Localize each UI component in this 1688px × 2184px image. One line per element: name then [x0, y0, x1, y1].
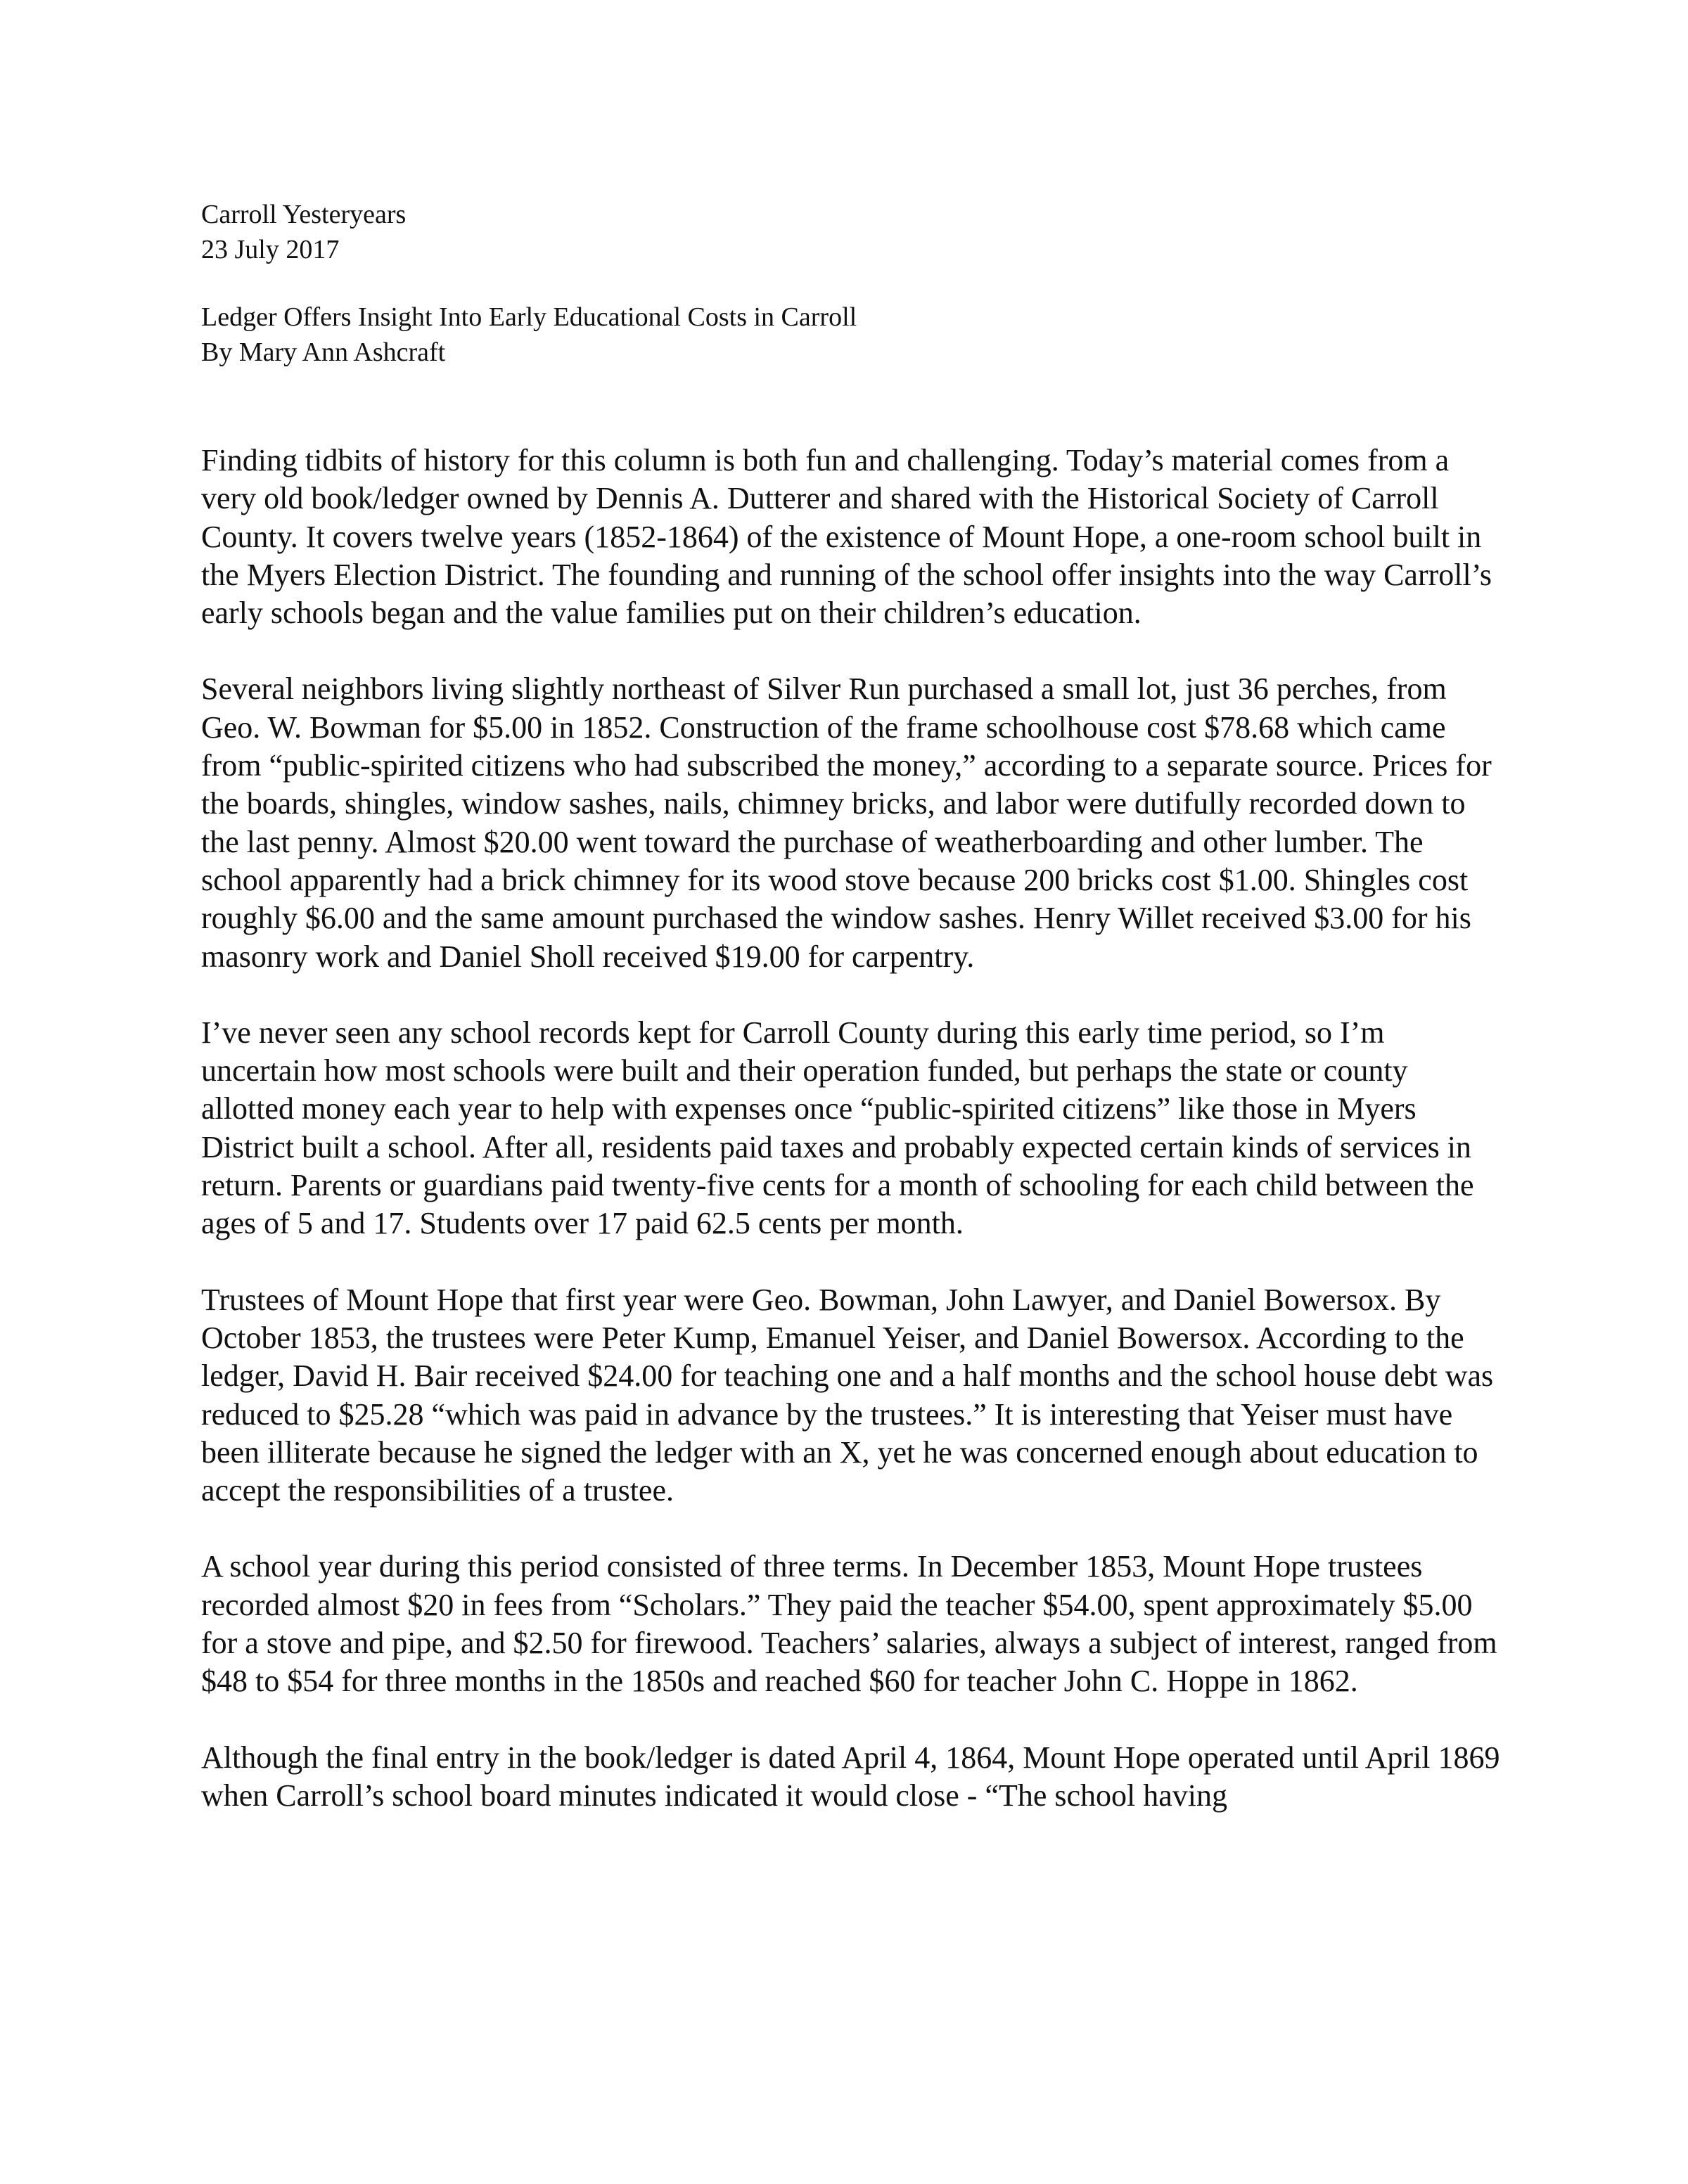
header-spacer [201, 267, 1537, 300]
article-byline: By Mary Ann Ashcraft [201, 338, 446, 367]
paragraph: Several neighbors living slightly northeast of Silver Run purchased a small lot, just 36 perches, from Geo. W. Bowman for $5.00 in 1852. Construction of the frame schoolhouse cost $78.68 which came from “public-spirited citizens who had subscribed the money,” according to a separate source. Prices for the boards, shingles, window sashes, nails, chimney bricks, and labor were dutifully recorded down to the last penny. Almost $20.00 went toward the purchase of weatherboarding and other lumber. The school apparently had a brick chimney for its wood stove because 200 bricks cost $1.00. Shingles cost roughly $6.00 and the same amount purchased the window sashes. Henry Willet received $3.00 for his masonry work and Daniel Sholl received $19.00 for carpentry. [201, 672, 1492, 974]
article-header [201, 197, 1537, 370]
column-name: Carroll Yesteryears [201, 200, 407, 229]
paragraph: Finding tidbits of history for this column is both fun and challenging. Today’s material comes from a very old book/ledger owned by Dennis A. Dutterer and shared with the Historical Society of Carroll County. It covers twelve years (1852-1864) of the existence of Mount Hope, a one-room school built in the Myers Election District. The founding and running of the school offer insights into the way Carroll’s early schools began and the value families put on their children’s education. [201, 443, 1492, 631]
article-body [201, 442, 1502, 1853]
publication-date: 23 July 2017 [201, 235, 340, 264]
paragraph: Although the final entry in the book/ledger is dated April 4, 1864, Mount Hope operated until April 1869 when Carroll’s school board minutes indicated it would close - “The school having [201, 1740, 1500, 1813]
paragraph: I’ve never seen any school records kept for Carroll County during this early time period, so I’m uncertain how most schools were built and their operation funded, but perhaps the state or county allotted money each year to help with expenses once “public-spirited citizens” like those in Myers District built a school. After all, residents paid taxes and probably expected certain kinds of services in return. Parents or guardians paid twenty-five cents for a month of schooling for each child between the ages of 5 and 17. Students over 17 paid 62.5 cents per month. [201, 1015, 1474, 1241]
article-headline: Ledger Offers Insight Into Early Educational Costs in Carroll [201, 302, 857, 332]
paragraph: Trustees of Mount Hope that first year were Geo. Bowman, John Lawyer, and Daniel Bowersox. By October 1853, the trustees were Peter Kump, Emanuel Yeiser, and Daniel Bowersox. According to the ledger, David H. Bair received $24.00 for teaching one and a half months and the school house debt was reduced to $25.28 “which was paid in advance by the trustees.” It is interesting that Yeiser must have been illiterate because he signed the ledger with an X, yet he was concerned enough about education to accept the responsibilities of a trustee. [201, 1282, 1494, 1508]
paragraph: A school year during this period consisted of three terms. In December 1853, Mount Hope trustees recorded almost $20 in fees from “Scholars.” They paid the teacher $54.00, spent approximately $5.00 for a stove and pipe, and $2.50 for firewood. Teachers’ salaries, always a subject of interest, ranged from $48 to $54 for three months in the 1850s and reached $60 for teacher John C. Hoppe in 1862. [201, 1549, 1497, 1699]
